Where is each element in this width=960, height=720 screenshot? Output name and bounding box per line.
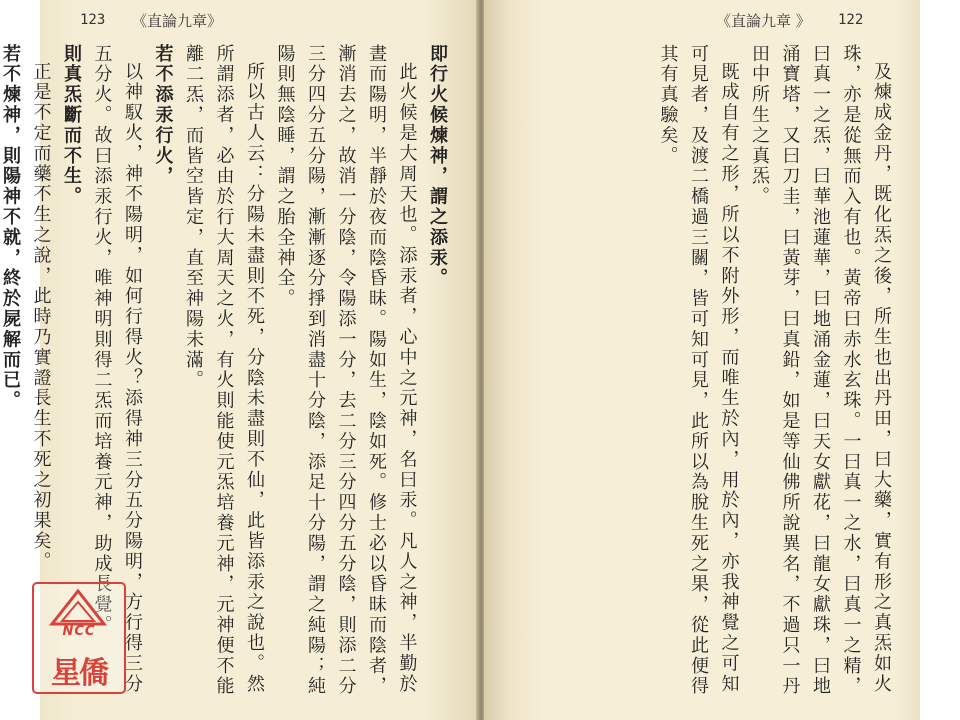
paragraph: 以神馭火，神不陽明，如何行得火？添得神三分五分陽明，方行得三分五分火。故曰添汞行火，唯神明則得二炁而培養元神，助成長覺。 — [91, 44, 143, 695]
left-running-header: 《直論九章》 — [132, 12, 223, 30]
triangle-logo-icon — [48, 588, 108, 628]
paragraph: 既成自有之形，所以不附外形，而唯生於內，用於內，亦我神覺之可知可見者，及渡二橋過三關，皆可知可見，此所以為脫生死之果，從此便得其有真驗矣。 — [657, 44, 740, 697]
paragraph: 所以古人云：分陽未盡則不死，分陰未盡則不仙，此皆添汞之說也。然所謂添者，必由於行大周天之火，有火則能使元炁培養元神，元神便不能離二炁，而皆空皆定，直至神陽未滿。 — [183, 44, 265, 697]
right-page-number: 122 — [838, 12, 864, 28]
right-page — [484, 0, 920, 720]
heading-add-mercury-fire: 若不添汞行火， — [152, 44, 174, 187]
heading-add-mercury: 即行火候煉神，謂之添汞。 — [427, 44, 448, 289]
left-page-text — [0, 44, 452, 704]
right-running-header: 《直論九章 》 — [716, 12, 811, 30]
stamp-brand: NCC — [62, 624, 96, 639]
ncc-watermark-stamp — [32, 582, 126, 694]
left-page-number: 123 — [80, 12, 106, 28]
paragraph: 及煉成金丹，既化炁之後，所生也出丹田，曰大藥，實有形之真炁如火珠，亦是從無而入有也。黃帝曰赤水玄珠。一曰真一之水，曰真一之精，曰真一之炁，曰華池蓮華，曰地涌金蓮，曰天女獻花，曰龍女獻珠，曰地涌寶塔，又曰刀圭，曰黃芽，曰真鉛，如是等仙佛所說異名，不過只一丹田中所生之真炁。 — [749, 44, 892, 697]
heading-true-qi: 則真炁斷而不生。 — [61, 44, 82, 208]
paragraph: 此火候是大周天也。添汞者，心中之元神，名曰汞。凡人之神，半勤於晝而陽明，半靜於夜而陰昏昧。陽如生，陰如死。修士必以昏昧而陰者，漸消去之，故消一分陰，令陽添一分，去二分三分四分五分陰，則添二分三分四分五分陽，漸漸逐分掙到消盡十分陰，添足十分陽，謂之純陽；純陽則無陰睡，謂之胎全神全。 — [274, 44, 418, 697]
stamp-name: 星僑 — [51, 656, 107, 691]
right-page-text — [626, 44, 896, 704]
heading-refine-spirit: 若不煉神，則陽神不就，終於屍解而已。 — [0, 44, 21, 412]
paragraph: 正是不定而藥不生之說，此時乃實證長生不死之初果矣。 — [30, 62, 52, 572]
